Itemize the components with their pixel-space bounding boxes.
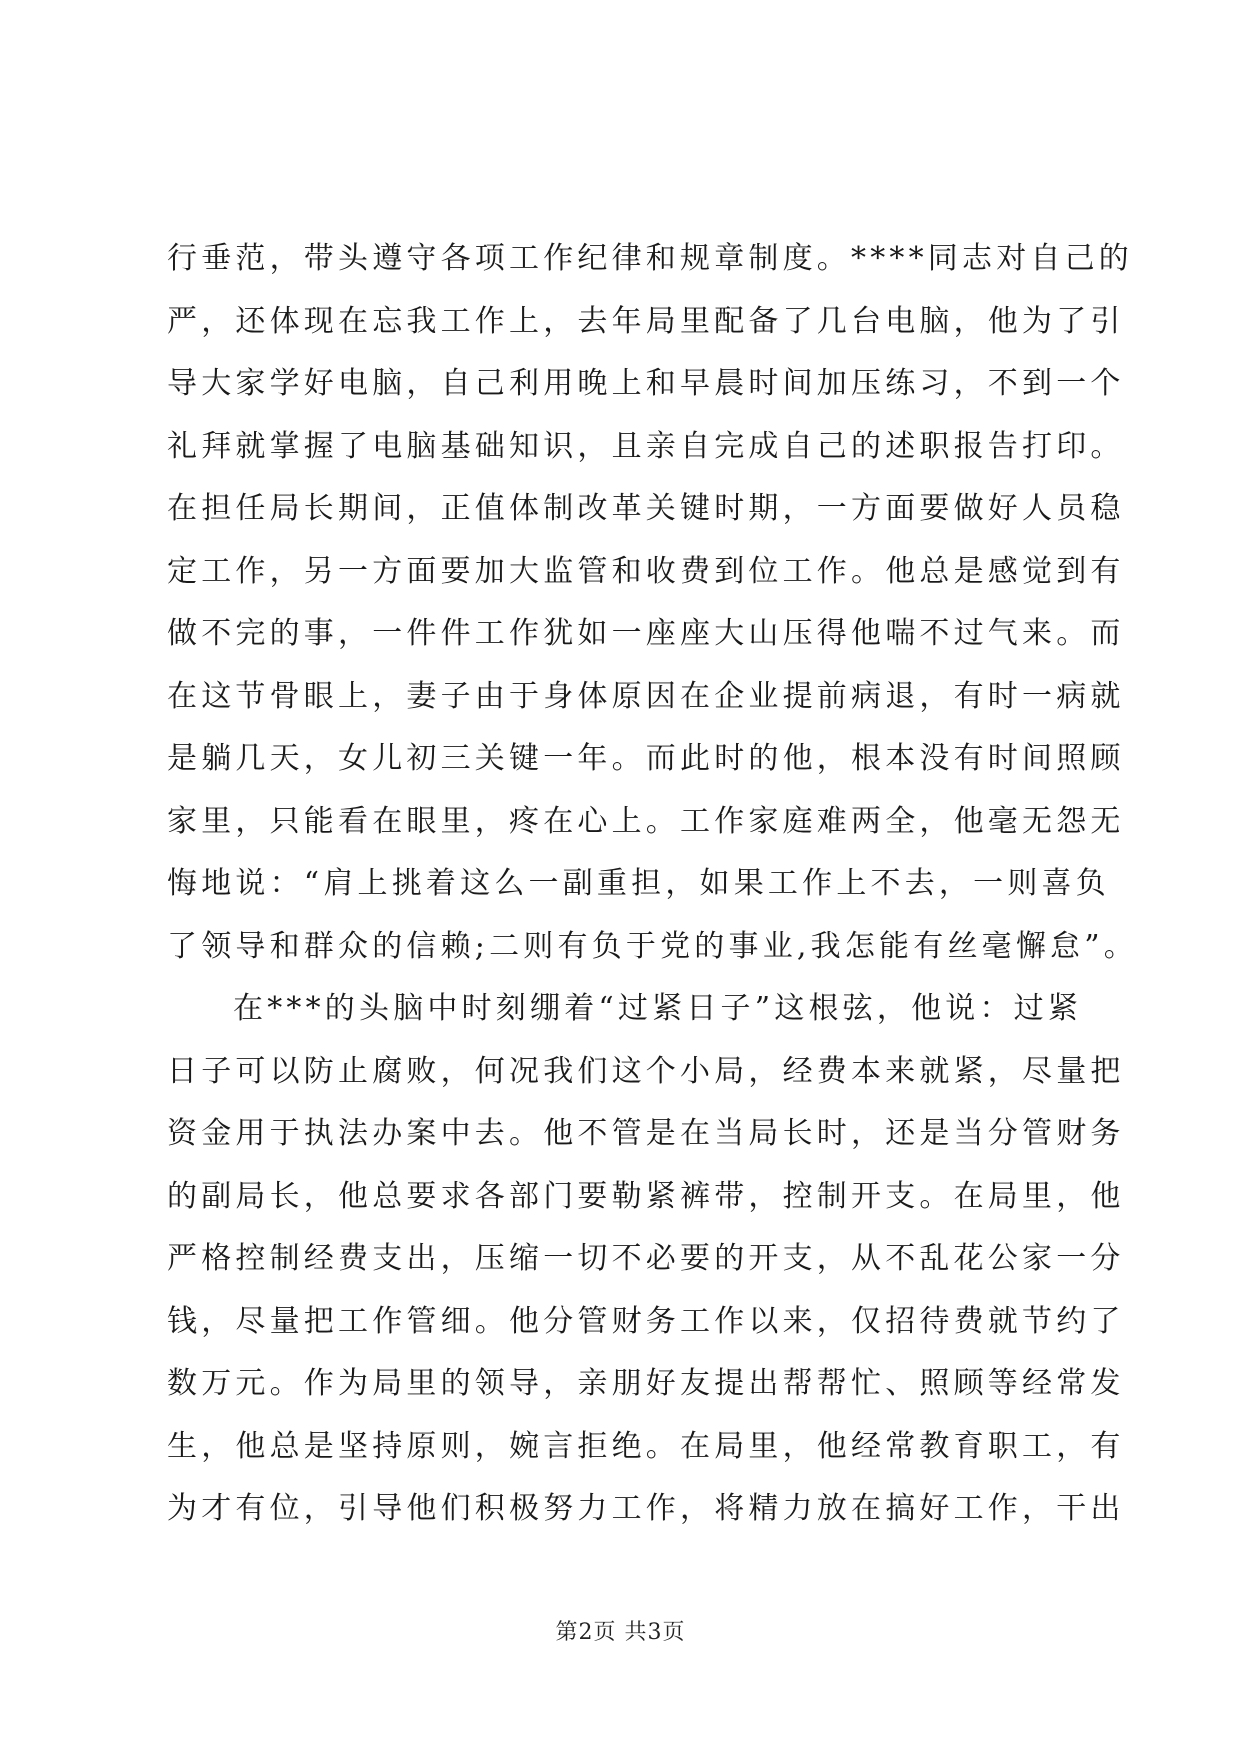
text-line: 的副局长，他总要求各部门要勒紧裤带，控制开支。在局里，他 <box>167 1178 1125 1214</box>
text-line: 在这节骨眼上，妻子由于身体原因在企业提前病退，有时一病就 <box>167 678 1125 714</box>
text-line: 资金用于执法办案中去。他不管是在当局长时，还是当分管财务 <box>167 1116 1125 1151</box>
text-line: 数万元。作为局里的领导，亲朋好友提出帮帮忙、照顾等经常发 <box>167 1366 1125 1401</box>
text-line: 钱，尽量把工作管细。他分管财务工作以来，仅招待费就节约了 <box>167 1303 1125 1339</box>
text-line: 行垂范，带头遵守各项工作纪律和规章制度。****同志对自己的 <box>167 241 1133 276</box>
text-line: 了领导和群众的信赖;二则有负于党的事业,我怎能有丝毫懈怠”。 <box>167 928 1138 964</box>
text-line: 为才有位，引导他们积极努力工作，将精力放在搞好工作，干出 <box>167 1491 1125 1526</box>
page-number-footer: 第2页 共3页 <box>555 1620 686 1645</box>
text-line: 礼拜就掌握了电脑基础知识，且亲自完成自己的述职报告打印。 <box>167 428 1125 464</box>
text-line: 日子可以防止腐败，何况我们这个小局，经费本来就紧，尽量把 <box>167 1053 1125 1089</box>
text-line: 导大家学好电脑，自己利用晚上和早晨时间加压练习，不到一个 <box>167 366 1125 401</box>
text-line: 严，还体现在忘我工作上，去年局里配备了几台电脑，他为了引 <box>167 303 1125 339</box>
text-line: 在担任局长期间，正值体制改革关键时期，一方面要做好人员稳 <box>167 491 1125 526</box>
text-line: 悔地说：“肩上挑着这么一副重担，如果工作上不去，一则喜负 <box>167 866 1110 901</box>
text-line: 是躺几天，女儿初三关键一年。而此时的他，根本没有时间照顾 <box>167 741 1125 776</box>
text-line: 定工作，另一方面要加大监管和收费到位工作。他总是感觉到有 <box>167 553 1125 589</box>
text-line: 生，他总是坚持原则，婉言拒绝。在局里，他经常教育职工，有 <box>167 1428 1125 1464</box>
text-line: 严格控制经费支出，压缩一切不必要的开支，从不乱花公家一分 <box>167 1241 1125 1276</box>
text-line: 做不完的事，一件件工作犹如一座座大山压得他喘不过气来。而 <box>167 616 1125 651</box>
body-text <box>167 228 1138 1541</box>
text-line: 家里，只能看在眼里，疼在心上。工作家庭难两全，他毫无怨无 <box>167 803 1125 839</box>
paragraph-start-line: 在***的头脑中时刻绷着“过紧日子”这根弦，他说：过紧 <box>233 991 1083 1026</box>
